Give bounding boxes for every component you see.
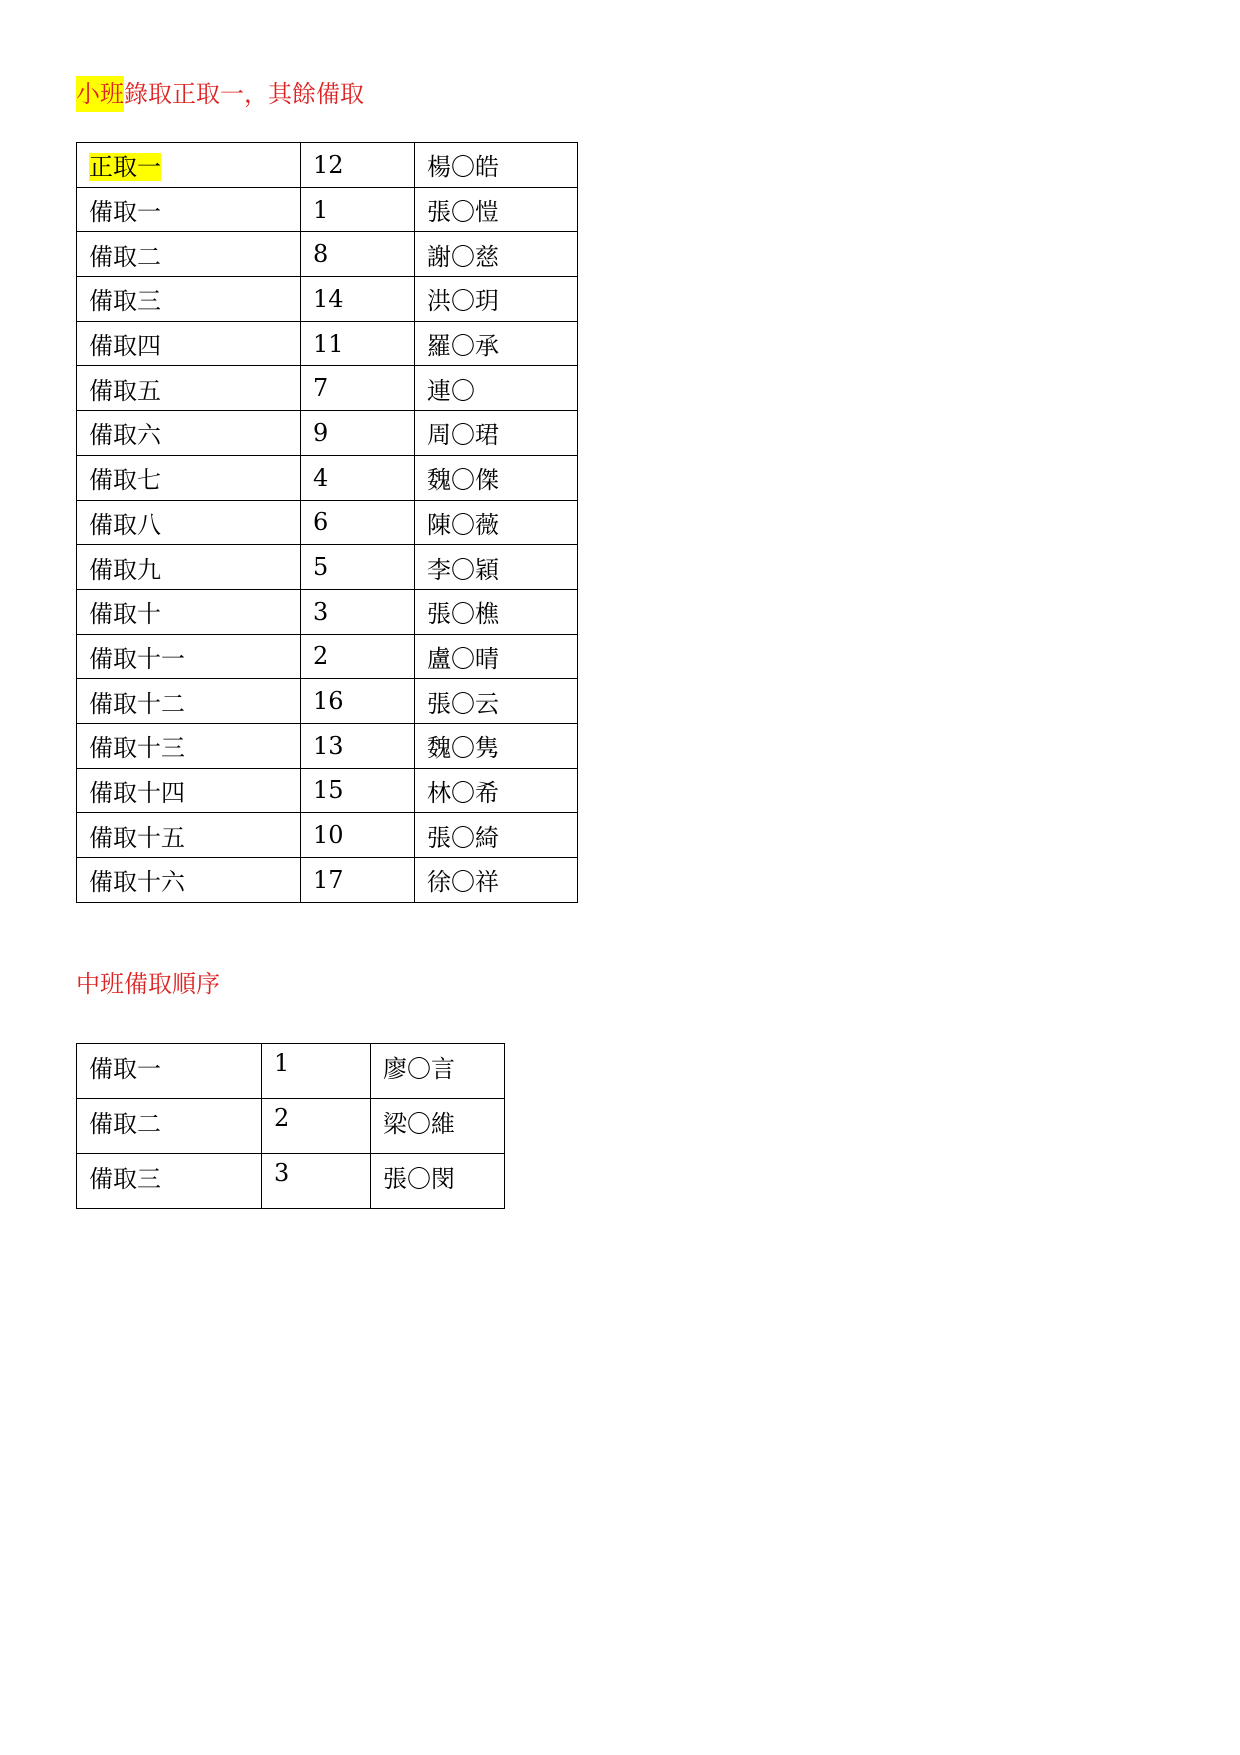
rank-cell: 備取九 [77, 545, 301, 590]
table-row [77, 187, 578, 232]
rank-cell: 備取一 [77, 1044, 262, 1099]
table-row [77, 813, 578, 858]
rank-cell: 備取十四 [77, 768, 301, 813]
table-row [77, 232, 578, 277]
rank-cell: 備取五 [77, 366, 301, 411]
name-cell: 張〇樵 [415, 589, 578, 634]
name-cell: 張〇愷 [415, 187, 578, 232]
number-cell: 12 [301, 143, 415, 188]
rank-cell: 備取六 [77, 411, 301, 456]
small-class-heading-highlight: 小班 [76, 76, 124, 112]
small-class-heading [76, 76, 364, 112]
number-cell: 8 [301, 232, 415, 277]
number-cell: 3 [301, 589, 415, 634]
number-cell: 5 [301, 545, 415, 590]
table-row [77, 143, 578, 188]
name-cell: 洪〇玥 [415, 277, 578, 322]
table-row [77, 455, 578, 500]
rank-cell: 備取一 [77, 187, 301, 232]
middle-class-heading-text: 中班備取順序 [76, 970, 220, 998]
middle-class-table [76, 1043, 505, 1209]
number-cell: 3 [262, 1154, 371, 1209]
rank-cell: 備取十 [77, 589, 301, 634]
name-cell: 羅〇承 [415, 321, 578, 366]
number-cell: 11 [301, 321, 415, 366]
rank-cell: 備取十二 [77, 679, 301, 724]
name-cell: 張〇閔 [371, 1154, 505, 1209]
middle-class-heading [76, 966, 220, 1002]
table-row [77, 723, 578, 768]
rank-cell: 備取二 [77, 232, 301, 277]
name-cell: 張〇云 [415, 679, 578, 724]
name-cell: 謝〇慈 [415, 232, 578, 277]
table-row [77, 277, 578, 322]
number-cell: 13 [301, 723, 415, 768]
small-class-heading-text: 錄取正取一，其餘備取 [124, 80, 364, 108]
rank-cell [77, 143, 301, 188]
rank-cell: 備取八 [77, 500, 301, 545]
number-cell: 10 [301, 813, 415, 858]
number-cell: 14 [301, 277, 415, 322]
table-row [77, 1099, 505, 1154]
number-cell: 2 [301, 634, 415, 679]
rank-cell: 備取十一 [77, 634, 301, 679]
rank-cell: 備取三 [77, 1154, 262, 1209]
table-row [77, 1154, 505, 1209]
number-cell: 9 [301, 411, 415, 456]
number-cell: 1 [262, 1044, 371, 1099]
number-cell: 1 [301, 187, 415, 232]
name-cell: 陳〇薇 [415, 500, 578, 545]
table-row [77, 679, 578, 724]
rank-cell: 備取十六 [77, 858, 301, 903]
rank-cell: 備取十五 [77, 813, 301, 858]
name-cell: 徐〇祥 [415, 858, 578, 903]
table-row [77, 411, 578, 456]
name-cell: 盧〇晴 [415, 634, 578, 679]
name-cell: 楊〇皓 [415, 143, 578, 188]
table-row [77, 545, 578, 590]
table-row [77, 768, 578, 813]
name-cell: 連〇 [415, 366, 578, 411]
name-cell: 梁〇維 [371, 1099, 505, 1154]
number-cell: 17 [301, 858, 415, 903]
table-row [77, 858, 578, 903]
rank-cell: 備取四 [77, 321, 301, 366]
name-cell: 周〇珺 [415, 411, 578, 456]
table-row [77, 321, 578, 366]
rank-cell: 備取二 [77, 1099, 262, 1154]
number-cell: 4 [301, 455, 415, 500]
number-cell: 6 [301, 500, 415, 545]
rank-cell: 備取十三 [77, 723, 301, 768]
number-cell: 2 [262, 1099, 371, 1154]
table-row [77, 589, 578, 634]
rank-cell: 備取三 [77, 277, 301, 322]
name-cell: 張〇綺 [415, 813, 578, 858]
table-row [77, 1044, 505, 1099]
number-cell: 15 [301, 768, 415, 813]
name-cell: 魏〇傑 [415, 455, 578, 500]
table-row [77, 366, 578, 411]
name-cell: 林〇希 [415, 768, 578, 813]
table-row [77, 634, 578, 679]
table-row [77, 500, 578, 545]
rank-cell: 備取七 [77, 455, 301, 500]
small-class-table [76, 142, 578, 903]
highlighted-rank: 正取一 [89, 153, 161, 182]
name-cell: 廖〇言 [371, 1044, 505, 1099]
name-cell: 魏〇隽 [415, 723, 578, 768]
name-cell: 李〇穎 [415, 545, 578, 590]
number-cell: 7 [301, 366, 415, 411]
number-cell: 16 [301, 679, 415, 724]
